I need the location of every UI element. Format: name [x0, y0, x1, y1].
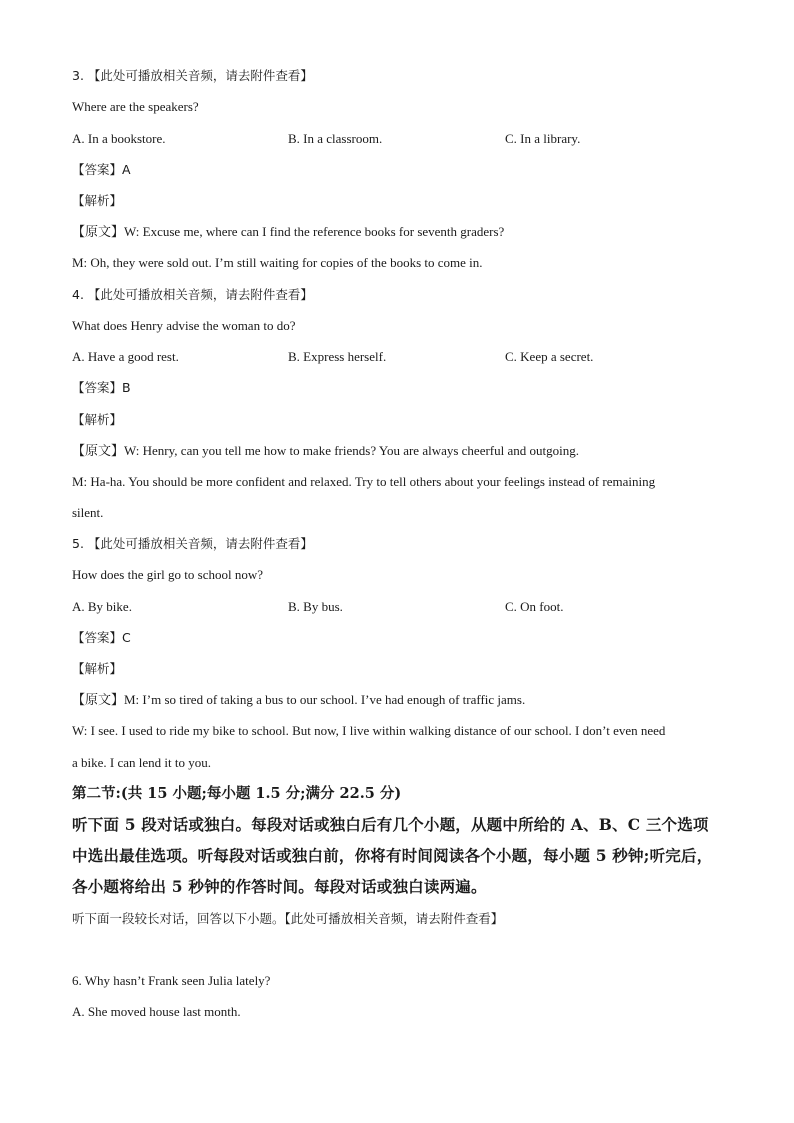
q3-header: 3. 【此处可播放相关音频，请去附件查看】: [72, 68, 313, 83]
q3-option-b: B. In a classroom.: [288, 131, 383, 146]
q4-option-b: B. Express herself.: [288, 349, 387, 364]
q5-question: How does the girl go to school now?: [72, 567, 264, 582]
section-2-instruction-line-3: 各小题将给出 5 秒钟的作答时间。每段对话或独白读两遍。: [72, 877, 487, 896]
section-2-title: 第二节:(共 15 小题;每小题 1.5 分;满分 22.5 分): [72, 785, 402, 802]
q4-script-line-2: M: Ha-ha. You should be more confident and relaxed. Try to tell others about your feelings instead of remaining: [72, 474, 656, 489]
q4-option-a: A. Have a good rest.: [72, 349, 179, 364]
q3-question: Where are the speakers?: [72, 99, 199, 114]
q3-option-c: C. In a library.: [505, 131, 581, 146]
section-2-instruction-line-1: 听下面 5 段对话或独白。每段对话或独白后有几个小题，从题中所给的 A、B、C 三个选项: [72, 815, 709, 834]
q5-script-line-3: a bike. I can lend it to you.: [72, 755, 211, 770]
dialog-intro: 听下面一段较长对话，回答以下小题。【此处可播放相关音频，请去附件查看】: [72, 911, 504, 926]
q5-option-a: A. By bike.: [72, 599, 132, 614]
q5-answer: 【答案】C: [72, 630, 131, 645]
q3-script-line-1: 【原文】W: Excuse me, where can I find the reference books for seventh graders?: [72, 224, 505, 239]
q3-option-a: A. In a bookstore.: [72, 131, 166, 146]
q5-header: 5. 【此处可播放相关音频，请去附件查看】: [72, 536, 313, 551]
q5-option-b: B. By bus.: [288, 599, 343, 614]
q4-question: What does Henry advise the woman to do?: [72, 318, 296, 333]
q4-script-line-3: silent.: [72, 505, 104, 520]
q4-analysis: 【解析】: [72, 412, 123, 427]
q3-analysis: 【解析】: [72, 193, 123, 208]
q6-question: 6. Why hasn’t Frank seen Julia lately?: [72, 973, 271, 988]
q5-script-line-1: 【原文】M: I’m so tired of taking a bus to our school. I’ve had enough of traffic jams.: [72, 692, 526, 707]
q4-option-c: C. Keep a secret.: [505, 349, 594, 364]
q3-answer: 【答案】A: [72, 162, 131, 177]
section-2-instruction-line-2: 中选出最佳选项。听每段对话或独白前，你将有时间阅读各个小题，每小题 5 秒钟;听完后，: [72, 846, 713, 865]
q5-option-c: C. On foot.: [505, 599, 564, 614]
q5-script-line-2: W: I see. I used to ride my bike to school. But now, I live within walking distance of our school. I don’t even need: [72, 723, 666, 738]
q5-analysis: 【解析】: [72, 661, 123, 676]
q4-header: 4. 【此处可播放相关音频，请去附件查看】: [72, 287, 313, 302]
q3-script-line-2: M: Oh, they were sold out. I’m still waiting for copies of the books to come in.: [72, 255, 483, 270]
q4-script-line-1: 【原文】W: Henry, can you tell me how to make friends? You are always cheerful and outgoing.: [72, 443, 579, 458]
q6-option-a: A. She moved house last month.: [72, 1004, 241, 1019]
q4-answer: 【答案】B: [72, 380, 131, 395]
